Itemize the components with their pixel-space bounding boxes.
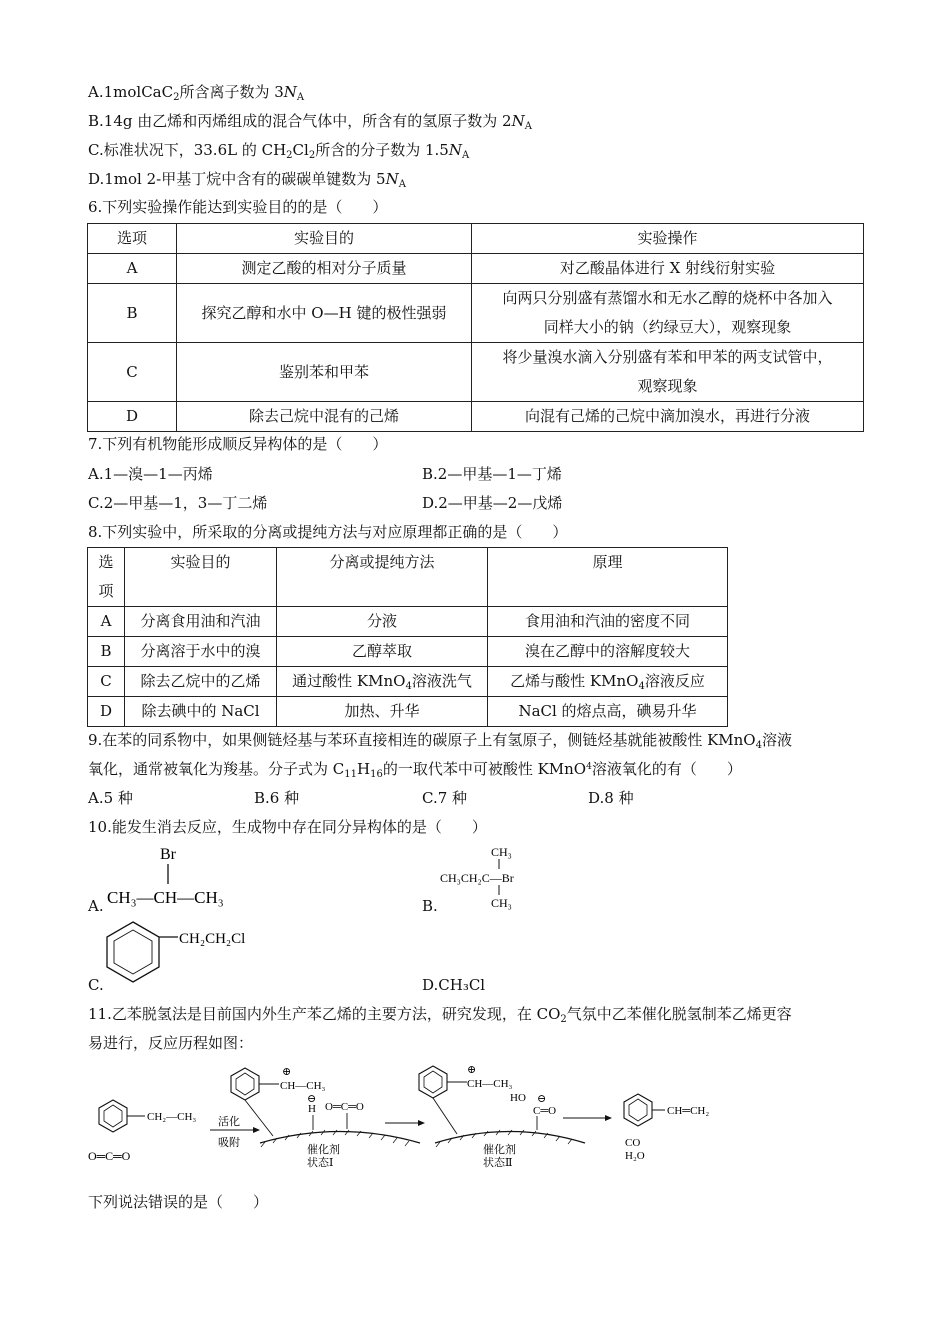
svg-text:⊕: ⊕ [467,1064,477,1076]
svg-text:CH₃: CH₃ [491,896,512,910]
q7-stem: 7.下列有机物能形成顺反异构体的是（ ） [88,435,388,453]
svg-text:O═C═O: O═C═O [325,1101,364,1113]
q6-header-goal: 实验目的 [177,224,472,254]
q10-stem: 10.能发生消去反应，生成物中存在同分异构体的是（ ） [88,818,487,836]
q11-line1: 11.乙苯脱氢法是目前国内外生产苯乙烯的主要方法，研究发现，在 $CO_2$气氛中乙苯催化脱氢制苯乙烯更容 [88,1005,792,1025]
svg-text:⊖: ⊖ [307,1093,317,1105]
svg-text:H: H [308,1103,316,1115]
table-row: A 测定乙酸的相对分子质量 对乙酸晶体进行 X 射线衍射实验 [88,254,864,284]
table-row: D 除去己烷中混有的己烯 向混有己烯的己烷中滴加溴水，再进行分液 [88,402,864,432]
svg-text:⊕: ⊕ [282,1066,292,1078]
q11-reaction-diagram [85,1058,735,1173]
q5-option-d: D.1mol 2-甲基丁烷中含有的碳碳单键数为 $5N_A$ [88,170,406,190]
table-row: B 探究乙醇和水中 O—H 键的极性强弱 向两只分别盛有蒸馏水和无水乙醇的烧杯中各加入 同样大小的钠（约绿豆大），观察现象 [88,284,864,343]
svg-text:Br: Br [160,846,176,863]
q11-line2: 易进行，反应历程如图： [88,1034,254,1052]
svg-text:催化剂: 催化剂 [307,1144,340,1156]
q6-header-operation: 实验操作 [472,224,864,254]
q7-option-b: B.2—甲基—1—丁烯 [422,465,562,483]
q10-option-c: C. [88,976,104,994]
q5-option-a: A.1molCaC$_2$所含离子数为 $3N_A$ [88,83,305,103]
q6-stem: 6.下列实验操作能达到实验目的的是（ ） [88,198,388,216]
q11-tail: 下列说法错误的是（ ） [88,1193,269,1211]
q8-stem: 8.下列实验中，所采取的分离或提纯方法与对应原理都正确的是（ ） [88,523,568,541]
q9-option-a: A.5 种 [88,789,133,807]
table-row: D 除去碘中的 NaCl 加热、升华 NaCl 的熔点高，碘易升华 [88,697,728,727]
q9-option-c: C.7 种 [422,789,468,807]
q10-structure-a [105,842,255,912]
q10-option-a: A. [88,897,104,915]
table-row: C 除去乙烷中的乙烯 通过酸性 KMnO$_4$溶液洗气 乙烯与酸性 KMnO$_4$溶液反应 [88,667,728,697]
q7-option-a: A.1—溴—1—丙烯 [88,465,213,483]
svg-text:催化剂: 催化剂 [483,1144,516,1156]
svg-text:CH₃—CH—CH₃: CH₃—CH—CH₃ [107,888,224,907]
svg-text:O═C═O: O═C═O [88,1149,131,1163]
svg-text:CH₂—CH₃: CH₂—CH₃ [147,1111,197,1123]
svg-text:活化: 活化 [218,1116,240,1128]
svg-text:CH₃CH₂C—Br: CH₃CH₂C—Br [440,871,514,885]
svg-text:CH—CH₃: CH—CH₃ [280,1080,326,1092]
table-row: C 鉴别苯和甲苯 将少量溴水滴入分别盛有苯和甲苯的两支试管中， 观察现象 [88,343,864,402]
q10-structure-b [438,842,548,912]
svg-text:CO: CO [625,1137,641,1149]
q5-option-b: B.14g 由乙烯和丙烯组成的混合气体中，所含有的氢原子数为 $2N_A$ [88,112,532,132]
q9-line1: 9.在苯的同系物中，如果侧链烃基与苯环直接相连的碳原子上有氢原子，侧链烃基就能被酸性 KMnO$_4$溶液 [88,731,792,751]
svg-text:C═O: C═O [533,1105,557,1117]
svg-text:CH—CH₃: CH—CH₃ [467,1078,513,1090]
q10-option-b: B. [422,897,438,915]
svg-text:状态Ⅱ: 状态Ⅱ [483,1157,513,1169]
q9-option-d: D.8 种 [588,789,634,807]
svg-text:CH₂CH₂Cl: CH₂CH₂Cl [179,931,246,947]
q6-header-option: 选项 [88,224,177,254]
svg-text:CH═CH₂: CH═CH₂ [667,1105,710,1117]
q10-structure-c [100,916,270,988]
q9-line2: 氧化，通常被氧化为羧基。分子式为 $C_{11}H_{16}$的一取代苯中可被酸性 KMnO$^4$溶液氧化的有（ ） [88,760,742,780]
q6-table [87,223,864,432]
svg-text:吸附: 吸附 [218,1137,240,1149]
svg-text:HO: HO [510,1092,526,1104]
q5-option-c: C.标准状况下，33.6L 的 $CH_2Cl_2$所含的分子数为 $1.5N_A$ [88,141,470,161]
q8-table: 选 项 实验目的 分离或提纯方法 原理 A 分离食用油和汽油 分液 食用油和汽油的密度不同 B 分离溶于水中的溴 乙醇萃取 溴在乙醇中的溶解度较大 C 除去乙烷中的乙烯 通过酸性 KMnO$_4$溶液洗气 乙烯与酸性 KMnO$_4$溶液反应 D 除去碘中的 NaCl 加热、升华 NaCl 的熔点高，碘易升华 [87,547,728,727]
svg-text:状态Ⅰ: 状态Ⅰ [307,1157,334,1169]
q7-option-c: C.2—甲基—1，3—丁二烯 [88,494,268,512]
benzene-ring-icon [107,922,159,982]
svg-text:H₂O: H₂O [625,1150,645,1162]
table-row: B 分离溶于水中的溴 乙醇萃取 溴在乙醇中的溶解度较大 [88,637,728,667]
q10-option-d: D.CH₃Cl [422,976,486,994]
svg-text:⊖: ⊖ [537,1093,547,1105]
q9-option-b: B.6 种 [254,789,300,807]
q7-option-d: D.2—甲基—2—戊烯 [422,494,563,512]
svg-text:CH₃: CH₃ [491,845,512,859]
table-row: A 分离食用油和汽油 分液 食用油和汽油的密度不同 [88,607,728,637]
